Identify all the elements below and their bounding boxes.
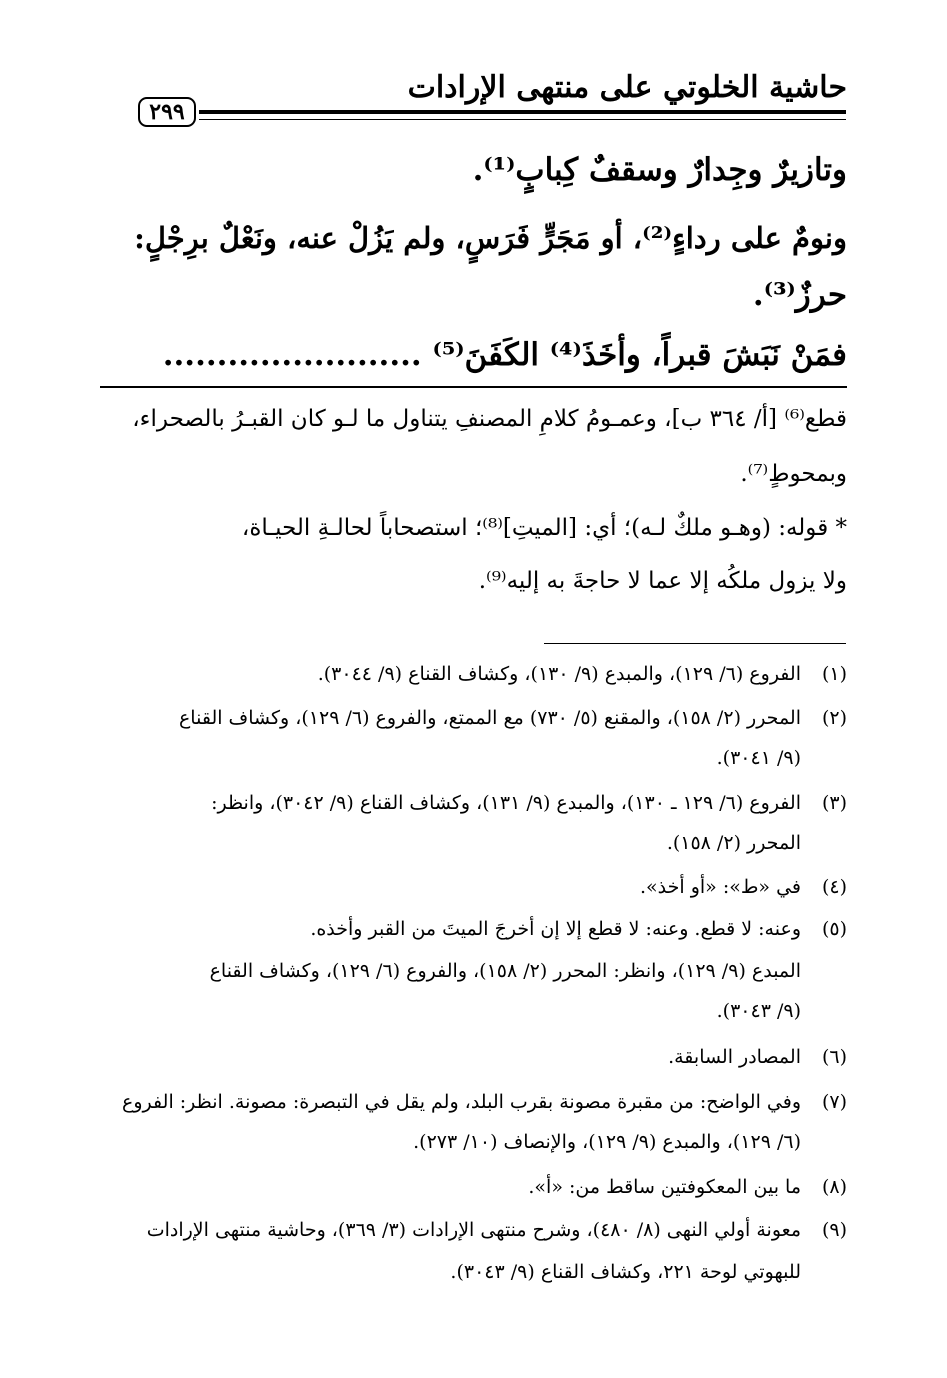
matn-line-4 [132,335,847,375]
footnote-text: الفروع (٦/ ١٢٩ ـ ١٣٠)، والمبدع (٩/ ١٣١)، وكشاف القناع (٩/ ٣٠٤٢)، وانظر: [211,792,801,814]
footnote-3-cont: المحرر (٢/ ١٥٨). [666,832,801,854]
matn-line-4-text: فمَنْ نَبَشَ قبراً، وأخَذَ⁽⁴⁾ الكَفَنَ⁽⁵⁾ [432,337,847,373]
sharh-line-4: ولا يزول ملكُه إلا عما لا حاجةَ به إليه⁽⁹⁾. [478,568,847,594]
footnote-number: (٢) [821,707,847,729]
footnote-text: وفي الواضح: من مقبرة مصونة بقرب البلد، ولم يقل في التبصرة: مصونة. انظر: الفروع [122,1091,801,1113]
sharh-line-3: * قوله: (وهـو ملكٌ لـه)؛ أي: [الميتِ]⁽⁸⁾؛ استصحاباً لحالـةِ الحيـاة، [241,515,847,541]
matn-separator-rule [100,386,847,388]
footnote-9-cont: للبهوتي لوحة ٢٢١، وكشاف القناع (٩/ ٣٠٤٣). [450,1261,801,1283]
footnote-number: (٩) [821,1219,847,1241]
footnote-separator-rule [544,643,846,644]
footnote-text: معونة أولي النهى (٨/ ٤٨٠)، وشرح منتهى الإرادات (٣/ ٣٦٩)، وحاشية منتهى الإرادات [146,1219,801,1241]
sharh-line-1: قطع⁽⁶⁾ [أ/ ٣٦٤ ب]، وعمـومُ كلامِ المصنفِ يتناول ما لـو كان القبـرُ بالصحراء، [132,406,847,432]
footnote-text: المصادر السابقة. [668,1046,801,1068]
footnote-8 [100,1173,847,1201]
footnote-9 [100,1216,847,1244]
header-rule-thin [199,119,846,120]
matn-line-2: ونومٌ على رداءٍ⁽²⁾، أو مَجَرٍّ فَرَسٍ، ولم يَزُلْ عنه، ونَعْلٌ برِجْلٍ: [134,221,847,255]
footnote-5-cont-2: (٩/ ٣٠٤٣). [716,1000,801,1022]
footnote-number: (٣) [821,792,847,814]
footnote-text: المحرر (٢/ ١٥٨)، والمقنع (٥/ ٧٣٠) مع الممتع، والفروع (٦/ ١٢٩)، وكشاف القناع [178,707,801,729]
footnote-6 [100,1043,847,1071]
matn-line-1: وتازيرٌ وجِدارٌ وسقفٌ كِبابٍ⁽¹⁾. [472,152,847,188]
footnote-text: وعنه: لا قطع. وعنه: لا قطع إلا إن أخرجَ الميتَ من القبر وأخذه. [310,918,801,940]
footnote-5-cont-1: المبدع (٩/ ١٢٩)، وانظر: المحرر (٢/ ١٥٨)، والفروع (٦/ ١٢٩)، وكشاف القناع [209,960,801,982]
running-title: حاشية الخلوتي على منتهى الإرادات [407,70,847,105]
leader-dots: ........................ [162,337,422,373]
page-number-box: ٢٩٩ [138,97,196,127]
footnote-number: (٥) [821,918,847,940]
footnote-2 [100,704,847,732]
footnote-number: (٤) [821,876,847,898]
footnote-7 [100,1088,847,1116]
footnote-number: (٨) [821,1176,847,1198]
header-rule-thick [199,110,846,114]
footnote-text: الفروع (٦/ ١٢٩)، والمبدع (٩/ ١٣٠)، وكشاف القناع (٩/ ٣٠٤٤). [317,663,801,685]
footnote-number: (٧) [821,1091,847,1113]
footnote-5 [100,915,847,943]
footnote-2-cont: (٩/ ٣٠٤١). [716,747,801,769]
sharh-line-2: وبمحوطٍ⁽⁷⁾. [740,461,847,487]
footnote-3 [100,789,847,817]
footnote-text: في «ط»: «أو أخذ». [640,876,801,898]
footnote-7-cont: (٦/ ١٢٩)، والمبدع (٩/ ١٢٩)، والإنصاف (١٠/ ٢٧٣). [413,1131,801,1153]
matn-line-3: حرزٌ⁽³⁾. [752,277,847,313]
footnote-number: (١) [821,663,847,685]
footnote-4 [100,873,847,901]
footnote-1 [100,660,847,688]
footnote-text: ما بين المعكوفتين ساقط من: «أ». [528,1176,801,1198]
footnote-number: (٦) [821,1046,847,1068]
